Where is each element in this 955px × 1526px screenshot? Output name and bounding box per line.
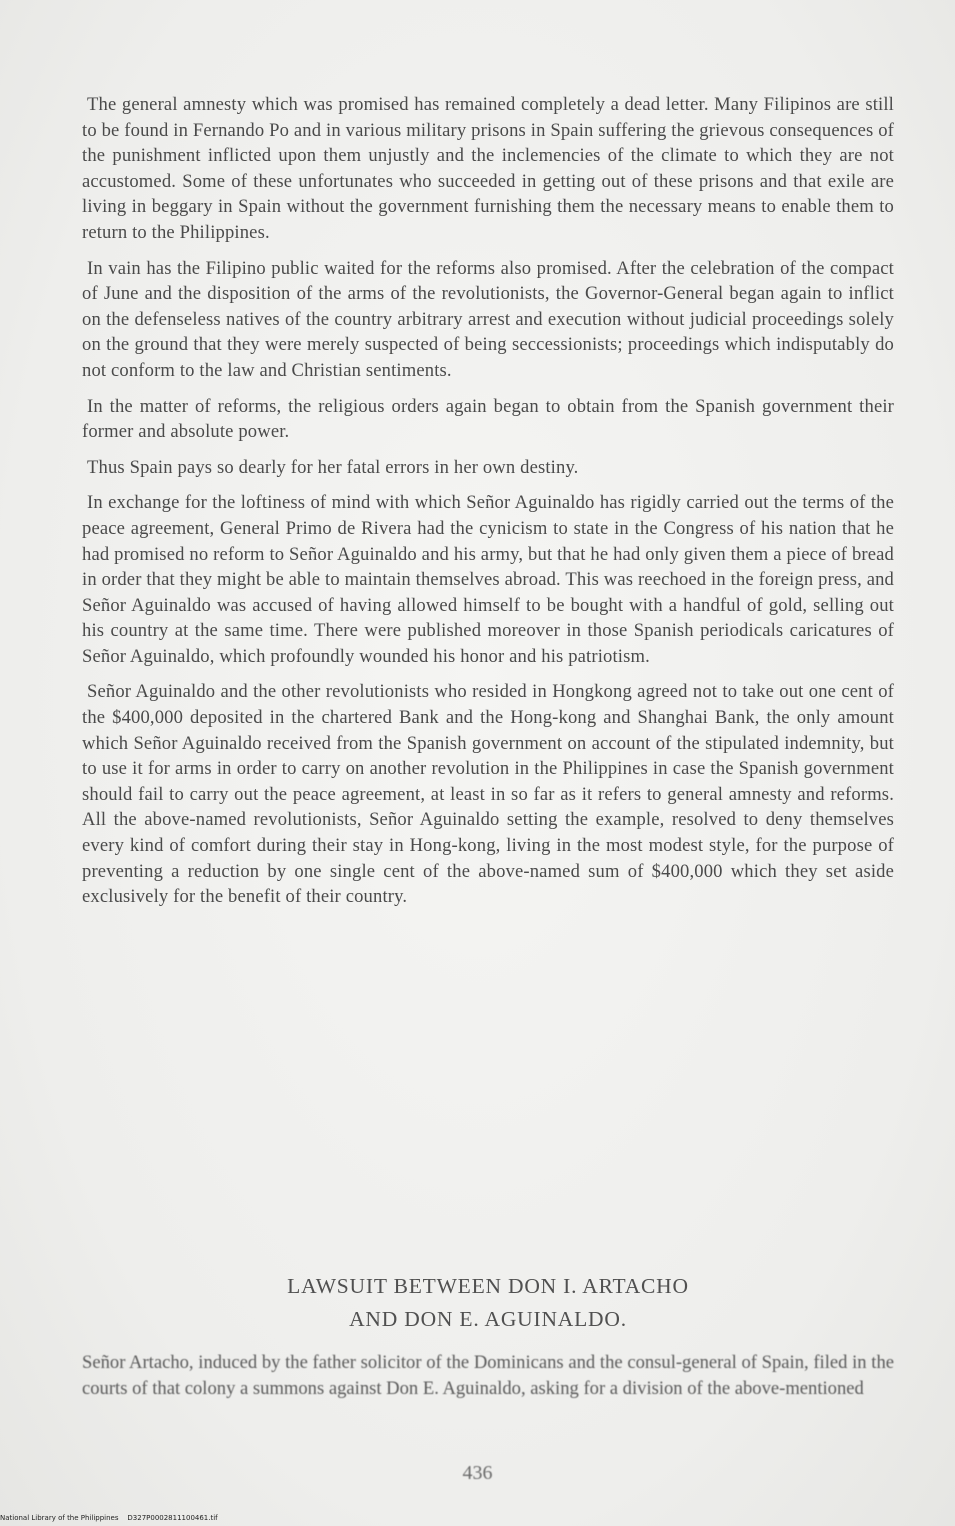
paragraph-religious-orders: In the matter of reforms, the religious orders again began to obtain from the Spanish government their former and absolute power. xyxy=(82,395,894,443)
body-text xyxy=(82,92,894,920)
section-heading-line-2: AND DON E. AGUINALDO. xyxy=(349,1307,627,1331)
section-heading-line-1: LAWSUIT BETWEEN DON I. ARTACHO xyxy=(287,1274,689,1298)
paragraph-artacho-lawsuit: Señor Artacho, induced by the father solicitor of the Dominicans and the consul-general of Spain, filed in the courts of that colony a summons against Don E. Aguinaldo, asking for a division of the above-mentioned xyxy=(82,1352,894,1399)
paragraph-hongkong-deposit: Señor Aguinaldo and the other revolutionists who resided in Hongkong agreed not to take out one cent of the $400,000 deposited in the chartered Bank and the Hong-kong and Shanghai Bank, the only amount which Señor Aguinaldo received from the Spanish government on account of the stipulated indemnity, but to use it for arms in order to carry on another revolution in the Philippines in case the Spanish government should fail to carry out the peace agreement, at least in so far as it refers to general amnesty and reforms. All the above-named revolutionists, Señor Aguinaldo setting the example, resolved to deny themselves every kind of comfort during their stay in Hong-kong, living in the most modest style, for the purpose of preventing a reduction by one single cent of the above-named sum of $400,000 which they set aside exclusively for the benefit of their country. xyxy=(82,681,894,908)
paragraph-primo-de-rivera: In exchange for the loftiness of mind with which Señor Aguinaldo has rigidly carried out the terms of the peace agreement, General Primo de Rivera had the cynicism to state in the Congress of his nation that he had promised no reform to Señor Aguinaldo and his army, but that he had only given them a piece of bread in order that they might be able to maintain themselves abroad. This was reechoed in the foreign press, and Señor Aguinaldo was accused of having allowed himself to be bought with a handful of gold, selling out his country at the same time. There were published moreover in those Spanish periodicals caricatures of Señor Aguinaldo, which profoundly wounded his honor and his patriotism. xyxy=(82,492,894,667)
archive-footer: National Library of the Philippines D327P0002811100461.tif xyxy=(0,1514,218,1522)
paragraph-reforms: In vain has the Filipino public waited for the reforms also promised. After the celebration of the compact of June and the disposition of the arms of the revolutionists, the Governor-General began again to inflict on the defenseless natives of the country arbitrary arrest and execution without judicial proceedings solely on the ground that they were merely suspected of being seccessionists; proceedings which indisputably do not conform to the law and Christian sentiments. xyxy=(82,257,894,381)
paragraph-spain-pays: Thus Spain pays so dearly for her fatal errors in her own destiny. xyxy=(87,456,579,478)
page-number: 436 xyxy=(462,1462,493,1484)
paragraph-amnesty: The general amnesty which was promised has remained completely a dead letter. Many Filipinos are still to be found in Fernando Po and in various military prisons in Spain suffering the grievous consequences of the punishment inflicted upon them unjustly and the inclemencies of the climate to which they are not accustomed. Some of these unfortunates who succeeded in getting out of these prisons and that exile are living in beggary in Spain without the government furnishing them the necessary means to enable them to return to the Philippines. xyxy=(82,94,894,243)
